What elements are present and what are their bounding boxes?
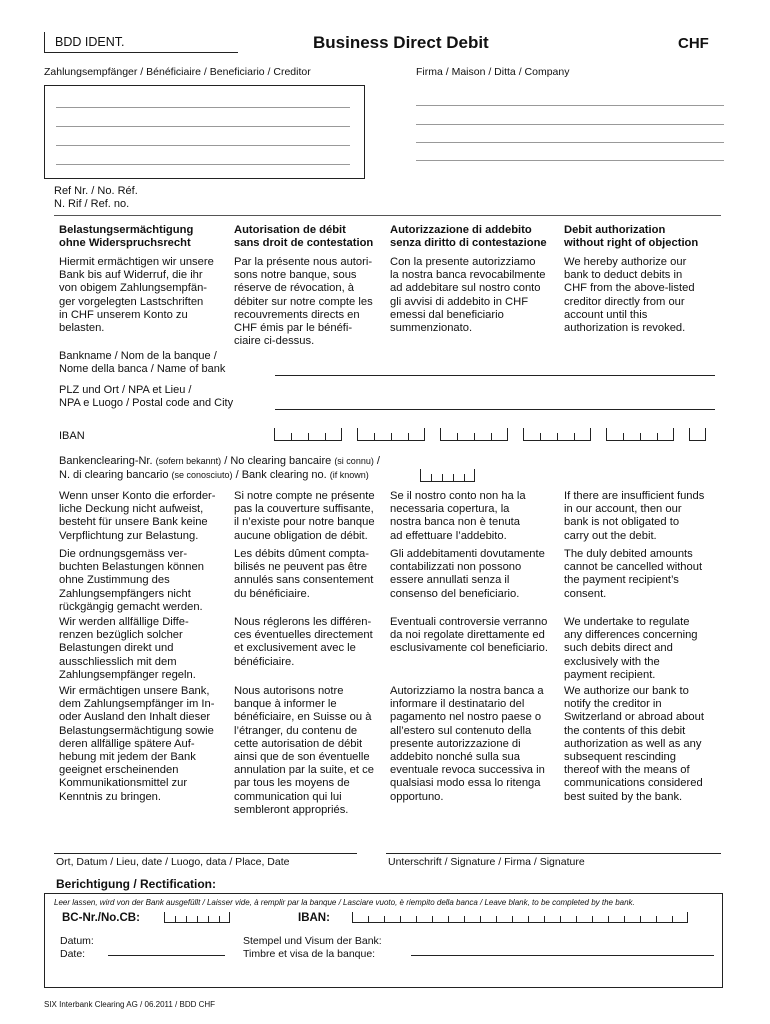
plz-label: PLZ und Ort / NPA et Lieu / NPA e Luogo / Postal code and City [59, 384, 234, 410]
bdd-ident-bracket [44, 32, 45, 52]
company-line-1[interactable] [416, 105, 724, 106]
term-4-it: Autorizziamo la nostra banca a informare il destinatario del pagamento nel nostro paese o all’estero sul contenuto della presente autorizzazione di addebito nonché sulla sua eventuale revoca successiva in qualsiasi modo essa lo ritenga opportuno. [390, 685, 545, 803]
ref-label-2: N. Rif / Ref. no. [54, 198, 130, 210]
term-3-en: We undertake to regulate any differences concerning such debits direct and exclusively with the payment recipient. [564, 616, 698, 681]
char-box-group[interactable] [523, 428, 591, 441]
clearing-label-2c: / Bank clearing no. [235, 469, 327, 481]
char-box-group[interactable] [420, 469, 475, 482]
bank-name-field[interactable] [275, 375, 715, 376]
ref-label-1: Ref Nr. / No. Réf. [54, 185, 138, 197]
signature-label: Unterschrift / Signature / Firma / Signature [388, 856, 585, 868]
term-1-it: Se il nostro conto non ha la necessaria copertura, la nostra banca non è tenuta ad effettuare l’addebito. [390, 490, 526, 542]
char-box-group[interactable] [352, 912, 688, 923]
term-2-en: The duly debited amounts cannot be cancelled without the payment recipient’s consent. [564, 548, 703, 600]
bc-number-field[interactable] [164, 912, 230, 924]
company-line-2[interactable] [416, 124, 724, 125]
bdd-ident-field[interactable] [44, 52, 238, 53]
clearing-label-1 [59, 455, 380, 469]
col-fr-body: Par la présente nous autori- sons notre banque, sous réserve de révocation, à débiter sur notre compte les recouvrements directs en CHF émis par le bénéfi- ciaire ci-dessus. [234, 256, 373, 348]
clearing-label-1b: (sofern bekannt) [155, 456, 222, 466]
col-it-body: Con la presente autorizziamo la nostra banca revocabilmente ad addebitare sul nostro conto gli avvisi di addebito in CHF emessi dal beneficiario summenzionato. [390, 256, 546, 335]
creditor-line-2 [56, 126, 350, 127]
col-en-title: Debit authorization without right of objection [564, 224, 699, 250]
company-line-3[interactable] [416, 142, 724, 143]
clearing-label-2a: N. di clearing bancario [59, 469, 169, 481]
term-3-fr: Nous réglerons les différen- ces éventuelles directement et exclusivement avec le bénéficiaire. [234, 616, 373, 668]
rect-iban-label: IBAN: [298, 912, 330, 924]
bc-number-label: BC-Nr./No.CB: [62, 912, 140, 924]
stempel-field[interactable] [411, 955, 714, 956]
term-4-fr: Nous autorisons notre banque à informer le bénéficiaire, en Suisse ou à l’étranger, du contenu de cette autorisation de débit ainsi que de son éventuelle annulation par la suite, et ce par tous les moyens de communication qui lui sembleront appropriés. [234, 685, 374, 816]
col-fr-title: Autorisation de débit sans droit de contestation [234, 224, 374, 250]
term-4-en: We authorize our bank to notify the creditor in Switzerland or abroad about the contents of this debit authorization as well as any subsequent rescinding thereof with the means of communications considered best suited by the bank. [564, 685, 704, 803]
clearing-label-1e: / [376, 455, 380, 467]
col-de-title: Belastungsermächtigung ohne Widerspruchsrecht [59, 224, 194, 250]
ref-field[interactable] [54, 215, 721, 216]
char-box-group[interactable] [357, 428, 425, 441]
char-box-group[interactable] [606, 428, 674, 441]
signature-field[interactable] [386, 853, 721, 854]
bank-name-label: Bankname / Nom de la banque / Nome della banca / Name of bank [59, 350, 226, 376]
col-en-body: We hereby authorize our bank to deduct debits in CHF from the above-listed creditor directly from our account until this authorization is revoked. [564, 256, 695, 335]
term-1-fr: Si notre compte ne présente pas la couverture suffisante, il n’existe pour notre banque aucune obligation de débit. [234, 490, 375, 542]
char-box-group[interactable] [440, 428, 508, 441]
clearing-label-1c: / No clearing bancaire [224, 455, 332, 467]
clearing-number-field[interactable] [420, 469, 475, 482]
plz-field[interactable] [275, 409, 715, 410]
clearing-label-2b: (se conosciuto) [171, 470, 233, 480]
company-line-4[interactable] [416, 160, 724, 161]
term-3-de: Wir werden allfällige Diffe- renzen bezüglich solcher Belastungen direkt und ausschliesslich mit dem Zahlungsempfänger regeln. [59, 616, 196, 681]
creditor-line-1 [56, 107, 350, 108]
char-box-group[interactable] [164, 912, 230, 923]
char-box-group[interactable] [274, 428, 342, 441]
term-2-de: Die ordnungsgemäss ver- buchten Belastungen können ohne Zustimmung des Zahlungsempfängers nicht rückgängig gemacht werden. [59, 548, 204, 613]
iban-label: IBAN [59, 430, 85, 442]
clearing-label-2d: (if known) [329, 470, 369, 480]
clearing-label-1a: Bankenclearing-Nr. [59, 455, 153, 467]
place-date-label: Ort, Datum / Lieu, date / Luogo, data / Place, Date [56, 856, 290, 868]
rect-iban-field[interactable] [352, 912, 688, 924]
term-4-de: Wir ermächtigen unsere Bank, dem Zahlungsempfänger im In- oder Ausland den Inhalt dieser Belastungsermächtigung sowie deren allfällige spätere Auf- hebung mit jedem der Bank geeignet erscheinenden Kommunikationsmittel zur Kenntnis zu bringen. [59, 685, 215, 803]
clearing-label-1d: (si connu) [334, 456, 374, 466]
stempel-label: Stempel und Visum der Bank: Timbre et visa de la banque: [243, 935, 382, 961]
char-box-group[interactable] [689, 428, 706, 441]
rectification-note: Leer lassen, wird von der Bank ausgefüllt / Laisser vide, à remplir par la banque / Lasciare vuoto, è riempito della banca / Leave blank, to be completed by the bank. [54, 898, 635, 907]
datum-field[interactable] [108, 955, 225, 956]
clearing-label-2 [59, 469, 369, 483]
creditor-line-3 [56, 145, 350, 146]
term-2-it: Gli addebitamenti dovutamente contabilizzati non possono essere annullati senza il consenso del beneficiario. [390, 548, 545, 600]
datum-label: Datum: Date: [60, 935, 94, 961]
col-de-body: Hiermit ermächtigen wir unsere Bank bis auf Widerruf, die ihr von obigem Zahlungsempfän- ger vorgelegten Lastschriften in CHF unserem Konto zu belasten. [59, 256, 214, 335]
currency-label: CHF [678, 35, 709, 52]
rectification-title: Berichtigung / Rectification: [56, 877, 217, 891]
creditor-label: Zahlungsempfänger / Bénéficiaire / Beneficiario / Creditor [44, 66, 311, 78]
creditor-line-4 [56, 164, 350, 165]
term-2-fr: Les débits dûment compta- bilisés ne peuvent pas être annulés sans consentement du bénéficiaire. [234, 548, 374, 600]
col-it-title: Autorizzazione di addebito senza diritto di contestazione [390, 224, 547, 250]
footer-text: SIX Interbank Clearing AG / 06.2011 / BDD CHF [44, 1000, 216, 1009]
iban-field[interactable] [274, 428, 706, 441]
page-title: Business Direct Debit [313, 33, 489, 52]
place-date-field[interactable] [54, 853, 357, 854]
term-1-en: If there are insufficient funds in our account, then our bank is not obligated to carry out the debit. [564, 490, 705, 542]
bdd-ident-label: BDD IDENT. [55, 35, 125, 49]
term-1-de: Wenn unser Konto die erforder- liche Deckung nicht aufweist, besteht für unsere Bank keine Verpflichtung zur Belastung. [59, 490, 216, 542]
company-label: Firma / Maison / Ditta / Company [416, 66, 570, 78]
term-3-it: Eventuali controversie verranno da noi regolate direttamente ed esclusivamente col beneficiario. [390, 616, 548, 655]
